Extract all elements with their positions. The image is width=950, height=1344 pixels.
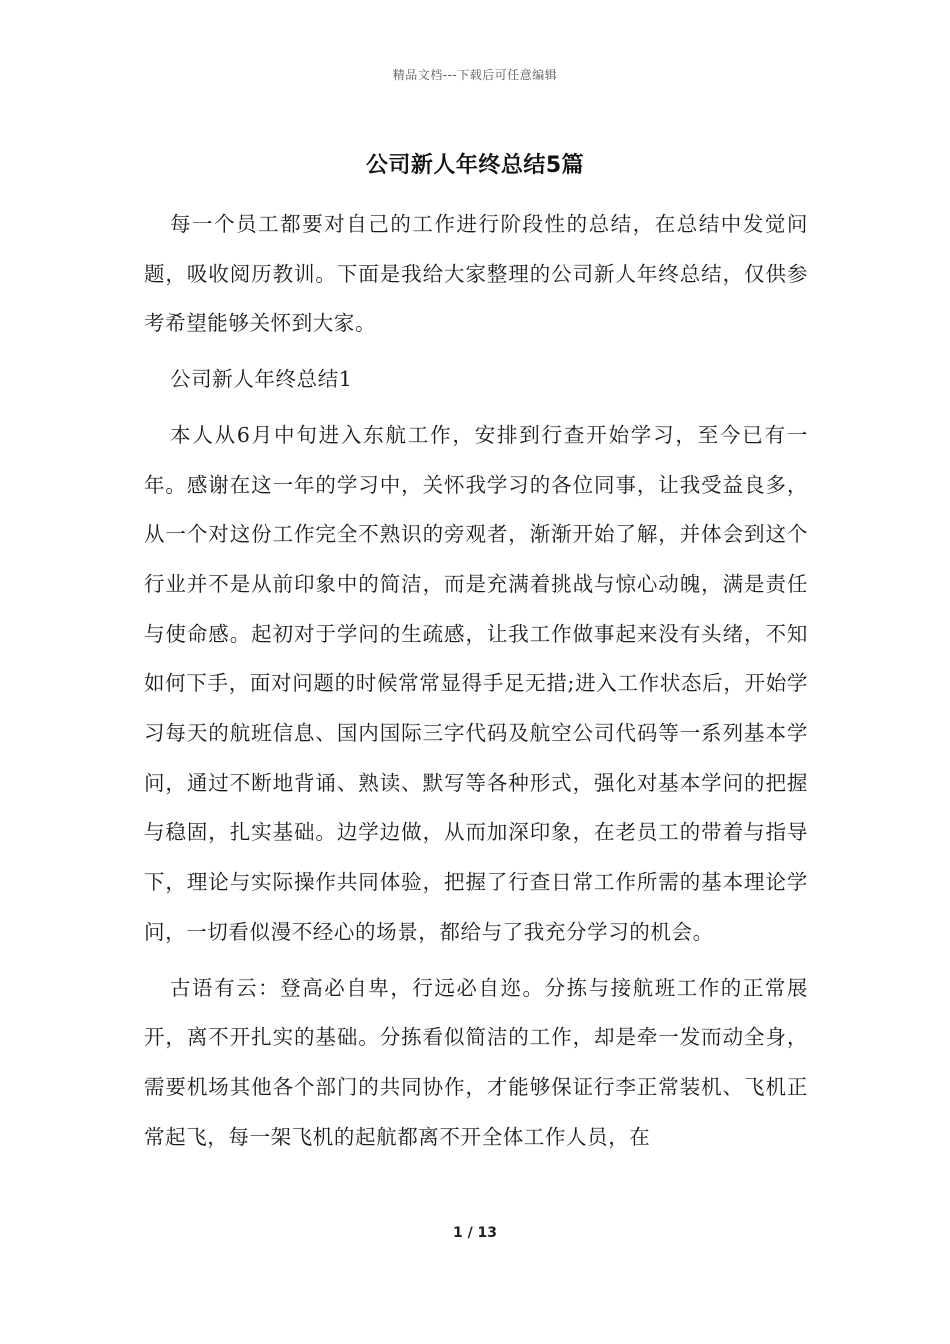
page-header: 精品文档---下载后可任意编辑 [392,68,558,82]
section-heading: 公司新人年终总结1 [170,367,353,392]
document-title: 公司新人年终总结5篇 [365,153,585,178]
body-paragraph: 本人从6月中旬进入东航工作，安排到行查开始学习，至今已有一年。感谢在这一年的学习中，关怀我学习的各位同事，让我受益良多，从一个对这份工作完全不熟识的旁观者，渐渐开始了解，并体会到这个行业并不是从前印象中的简洁，而是充满着挑战与惊心动魄，满是责任与使命感。起初对于学问的生疏感，让我工作做事起来没有头绪，不知如何下手，面对问题的时候常常显得手足无措;进入工作状态后，开始学习每天的航班信息、国内国际三字代码及航空公司代码等一系列基本学问，通过不断地背诵、熟读、默写等各种形式，强化对基本学问的把握与稳固，扎实基础。边学边做，从而加深印象，在老员工的带着与指导下，理论与实际操作共同体验，把握了行查日常工作所需的基本理论学问，一切看似漫不经心的场景，都给与了我充分学习的机会。 [144,422,808,944]
page-number: 1 / 13 [452,1225,498,1241]
document-body [144,200,808,1168]
body-paragraph: 古语有云：登高必自卑，行远必自迩。分拣与接航班工作的正常展开，离不开扎实的基础。分拣看似简洁的工作，却是牵一发而动全身，需要机场其他各个部门的共同协作，才能够保证行李正常装机、飞机正常起飞，每一架飞机的起航都离不开全体工作人员，在 [144,975,808,1149]
intro-paragraph: 每一个员工都要对自己的工作进行阶段性的总结，在总结中发觉问题，吸收阅历教训。下面是我给大家整理的公司新人年终总结，仅供参考希望能够关怀到大家。 [144,212,808,336]
